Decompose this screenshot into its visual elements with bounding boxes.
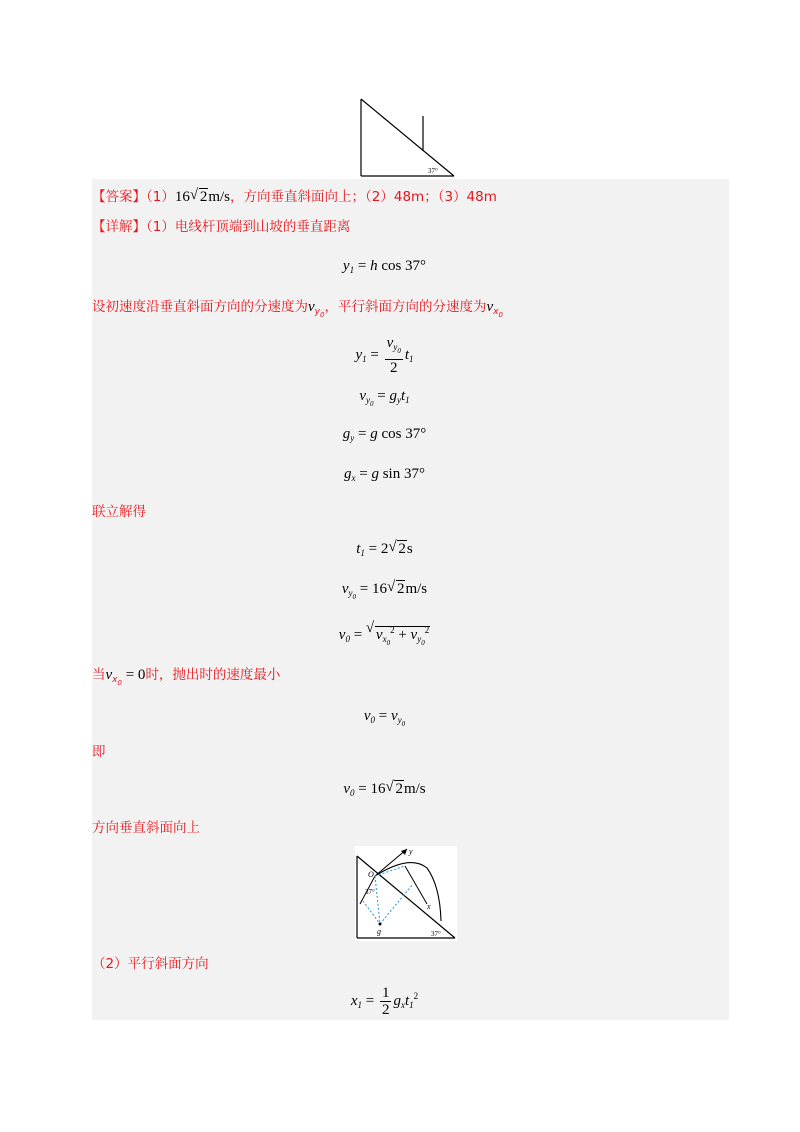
- equation-6: $t_1 = 2$ √ 2s: [356, 539, 413, 558]
- answer-line: 【答案】（1）16 √ 2m/s，方向垂直斜面向上；（2）48m；（3）48m: [92, 187, 497, 205]
- equation-2: $y_1$ = $\frac{v_{y_0}}{2}$ $t_1$: [355, 335, 414, 376]
- equation-7: $v_{y_0} = 16$ √ 2m/s: [341, 579, 428, 601]
- text-parallel: （2）平行斜面方向: [92, 956, 209, 972]
- trajectory-figure: [355, 846, 457, 941]
- slope-pole-figure: [358, 96, 458, 178]
- equation-8: $v_0$ = √ $v_{x_0}^2 + v_{y_0}^2$: [338, 620, 430, 647]
- text-ie: 即: [92, 744, 106, 760]
- equation-9: $v_0 = v_{y_0}$: [363, 708, 406, 728]
- equation-1: $y_1 = h$ cos 37°: [342, 258, 427, 275]
- figure2-label-angle-top: 37°: [365, 888, 375, 896]
- equation-3: $v_{y_0} = g_yt_1$: [359, 388, 410, 408]
- detail-line: 【详解】（1）电线杆顶端到山坡的垂直距离: [92, 219, 351, 235]
- figure1-angle-label: 37°: [428, 167, 438, 175]
- equation-5: $g_x = g$ sin 37°: [344, 466, 425, 483]
- text-component-velocity: 设初速度沿垂直斜面方向的分速度为$v_{y_0}$，平行斜面方向的分速度为$v_{x_0}$: [92, 299, 503, 319]
- figure2-label-o: O: [368, 870, 374, 879]
- equation-4: $g_y = g$ cos 37°: [342, 426, 427, 443]
- equation-11: $x_1$ = $\frac{1}{2}$ $g_xt_1^2$: [350, 985, 419, 1019]
- figure2-label-y: y: [409, 847, 413, 856]
- text-direction: 方向垂直斜面向上: [92, 820, 200, 836]
- text-solve: 联立解得: [92, 504, 146, 520]
- figure2-label-g: g: [377, 927, 381, 936]
- solution-panel: [92, 179, 729, 1020]
- equation-10: $v_0 = 16$ √ 2m/s: [343, 779, 426, 798]
- figure2-label-x: x: [427, 902, 431, 911]
- text-minimum: 当$v_{x_0} = 0$时，抛出时的速度最小: [92, 667, 281, 687]
- figure2-label-angle-bottom: 37°: [431, 930, 441, 938]
